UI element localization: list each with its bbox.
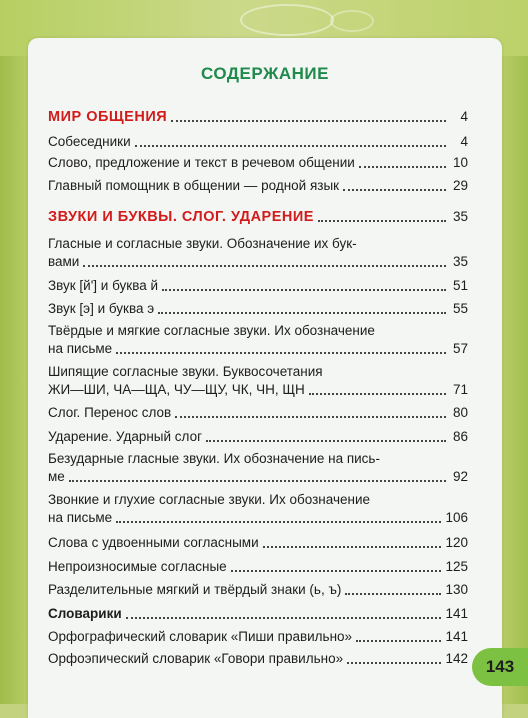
leader-dots	[116, 352, 446, 354]
toc-page: 92	[452, 469, 468, 484]
toc-entry	[48, 650, 468, 668]
leader-dots	[158, 312, 446, 314]
leader-dots	[171, 120, 446, 122]
toc-page: 57	[452, 341, 468, 356]
leader-dots	[231, 570, 442, 572]
toc-entry-title-cont: на письме	[48, 510, 113, 525]
toc-entry-title: Слово, предложение и текст в речевом общении	[48, 155, 355, 170]
leader-dots	[162, 289, 446, 291]
toc-section-title: МИР ОБЩЕНИЯ	[48, 109, 168, 125]
toc-entry-title: Звук [й'] и буква й	[48, 278, 159, 293]
decor-swirl	[330, 10, 374, 32]
toc-page: 141	[445, 629, 468, 644]
toc-page: 120	[445, 535, 468, 550]
leader-dots	[69, 480, 446, 482]
toc-page: 4	[460, 109, 468, 124]
toc-page: 10	[452, 155, 468, 170]
toc-entry	[48, 581, 468, 599]
toc-entry-title-cont: ЖИ—ШИ, ЧА—ЩА, ЧУ—ЩУ, ЧК, ЧН, ЩН	[48, 382, 305, 397]
toc-entry-title: Шипящие согласные звуки. Буквосочетания	[48, 364, 323, 379]
toc-entry-title: Собеседники	[48, 134, 131, 149]
toc-entry-title: Орфографический словарик «Пиши правильно»	[48, 629, 353, 644]
toc-entry-title: Гласные и согласные звуки. Обозначение их бук-	[48, 236, 357, 251]
toc-page: 125	[445, 559, 468, 574]
toc-page: 142	[445, 651, 468, 666]
toc-page: 80	[452, 405, 468, 420]
leader-dots	[263, 546, 442, 548]
toc-entry	[48, 154, 468, 172]
leader-dots	[359, 166, 446, 168]
toc-entry	[48, 235, 468, 271]
toc-entry-title-cont: ме	[48, 469, 65, 484]
leader-dots	[309, 393, 446, 395]
toc-page: 55	[452, 301, 468, 316]
toc-entry	[48, 277, 468, 295]
page-number-badge: 143	[472, 648, 528, 686]
toc-page: 130	[445, 582, 468, 597]
toc-entry	[48, 450, 468, 486]
toc-entry	[48, 428, 468, 446]
leader-dots	[318, 220, 446, 222]
leader-dots	[345, 593, 441, 595]
toc-page: 71	[452, 382, 468, 397]
decor-swirl	[240, 4, 334, 36]
toc-page: 35	[452, 254, 468, 269]
right-margin-strip	[502, 56, 528, 704]
toc-entry-title: Непроизносимые согласные	[48, 559, 227, 574]
leader-dots	[356, 640, 441, 642]
leader-dots	[347, 662, 441, 664]
toc-page: 29	[452, 178, 468, 193]
toc-entry-title: Безударные гласные звуки. Их обозначение на пись-	[48, 451, 380, 466]
toc-entry	[48, 300, 468, 318]
contents-page	[28, 38, 502, 718]
toc-section-title: Словарики	[48, 606, 122, 621]
toc-entry-title: Разделительные мягкий и твёрдый знаки (ь, ъ)	[48, 582, 342, 597]
toc-section	[48, 208, 468, 226]
leader-dots	[135, 145, 446, 147]
toc-entry	[48, 133, 468, 151]
left-margin-strip	[0, 56, 28, 704]
toc-entry	[48, 404, 468, 422]
leader-dots	[126, 617, 442, 619]
toc-page: 86	[452, 429, 468, 444]
toc-entry-title: Звонкие и глухие согласные звуки. Их обозначение	[48, 492, 370, 507]
leader-dots	[83, 265, 446, 267]
toc-section	[48, 605, 468, 623]
leader-dots	[343, 189, 446, 191]
toc-entry-title: Слова с удвоенными согласными	[48, 535, 259, 550]
toc-entry	[48, 177, 468, 195]
toc-entry-title: Звук [э] и буква э	[48, 301, 155, 316]
toc-entry	[48, 491, 468, 527]
toc-entry	[48, 558, 468, 576]
toc-entry-title-cont: на письме	[48, 341, 113, 356]
toc-entry-title: Слог. Перенос слов	[48, 405, 172, 420]
toc-entry-title: Твёрдые и мягкие согласные звуки. Их обозначение	[48, 323, 375, 338]
toc-entry-title: Ударение. Ударный слог	[48, 429, 203, 444]
toc-entry	[48, 534, 468, 552]
toc-page: 4	[460, 134, 468, 149]
leader-dots	[206, 440, 446, 442]
toc-entry	[48, 322, 468, 358]
toc-page: 35	[452, 209, 468, 224]
toc-entry-title: Орфоэпический словарик «Говори правильно»	[48, 651, 344, 666]
leader-dots	[116, 521, 441, 523]
page-title: СОДЕРЖАНИЕ	[201, 64, 329, 83]
toc-entry-title-cont: вами	[48, 254, 80, 269]
leader-dots	[175, 416, 446, 418]
toc-entry-title: Главный помощник в общении — родной язык	[48, 178, 340, 193]
toc-section-title: ЗВУКИ И БУКВЫ. СЛОГ. УДАРЕНИЕ	[48, 209, 314, 225]
toc-page: 106	[445, 510, 468, 525]
toc-page: 141	[445, 606, 468, 621]
toc-entry	[48, 363, 468, 399]
toc-page: 51	[452, 278, 468, 293]
toc-section	[48, 108, 468, 126]
toc-entry	[48, 628, 468, 646]
